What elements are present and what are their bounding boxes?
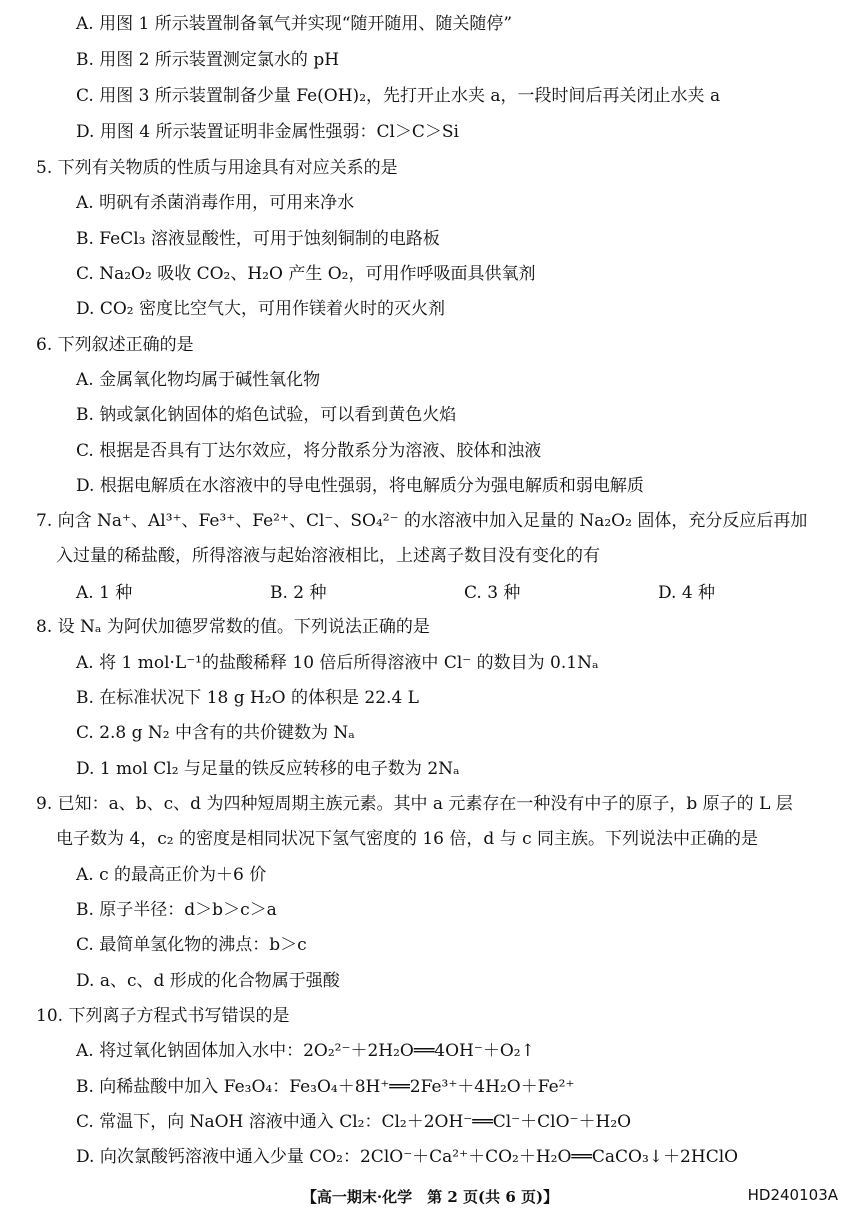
q7-options-row — [76, 578, 796, 604]
q6-stem: 6. 下列叙述正确的是 — [36, 335, 194, 355]
q10-option-d: D. 向次氯酸钙溶液中通入少量 CO₂：2ClO⁻＋Ca²⁺＋CO₂＋H₂O══CaCO₃↓＋2HClO — [76, 1147, 739, 1167]
q9-stem-line1: 9. 已知：a、b、c、d 为四种短周期主族元素。其中 a 元素存在一种没有中子的原子，b 原子的 L 层 — [36, 794, 793, 814]
q5-option-a: A. 明矾有杀菌消毒作用，可用来净水 — [76, 193, 355, 213]
q4-option-b: B. 用图 2 所示装置测定氯水的 pH — [76, 50, 340, 70]
q4-option-a: A. 用图 1 所示装置制备氧气并实现“随开随用、随关随停” — [76, 14, 513, 34]
q9-option-c: C. 最简单氢化物的沸点：b＞c — [76, 935, 307, 955]
q7-stem-line2: 入过量的稀盐酸，所得溶液与起始溶液相比，上述离子数目没有变化的有 — [56, 546, 600, 566]
q8-stem: 8. 设 Nₐ 为阿伏加德罗常数的值。下列说法正确的是 — [36, 617, 430, 637]
q7-stem-line1: 7. 向含 Na⁺、Al³⁺、Fe³⁺、Fe²⁺、Cl⁻、SO₄²⁻ 的水溶液中加入足量的 Na₂O₂ 固体，充分反应后再加 — [36, 511, 808, 531]
q8-option-a: A. 将 1 mol·L⁻¹的盐酸稀释 10 倍后所得溶液中 Cl⁻ 的数目为 0.1Nₐ — [76, 653, 599, 673]
q6-option-b: B. 钠或氯化钠固体的焰色试验，可以看到黄色火焰 — [76, 405, 457, 425]
q5-option-d: D. CO₂ 密度比空气大，可用作镁着火时的灭火剂 — [76, 299, 445, 319]
q8-option-b: B. 在标准状况下 18 g H₂O 的体积是 22.4 L — [76, 688, 419, 708]
q7-option-c: C. 3 种 — [464, 583, 521, 603]
q10-option-c: C. 常温下，向 NaOH 溶液中通入 Cl₂：Cl₂＋2OH⁻══Cl⁻＋ClO⁻＋H₂O — [76, 1112, 632, 1132]
q9-option-a: A. c 的最高正价为＋6 价 — [76, 865, 267, 885]
q6-option-c: C. 根据是否具有丁达尔效应，将分散系分为溶液、胶体和浊液 — [76, 441, 542, 461]
q6-option-d: D. 根据电解质在水溶液中的导电性强弱，将电解质分为强电解质和弱电解质 — [76, 476, 644, 496]
q5-stem: 5. 下列有关物质的性质与用途具有对应关系的是 — [36, 158, 398, 178]
q10-option-a: A. 将过氧化钠固体加入水中：2O₂²⁻＋2H₂O══4OH⁻＋O₂↑ — [76, 1041, 535, 1061]
q10-option-b: B. 向稀盐酸中加入 Fe₃O₄：Fe₃O₄＋8H⁺══2Fe³⁺＋4H₂O＋Fe²⁺ — [76, 1077, 575, 1097]
q7-option-b: B. 2 种 — [270, 583, 327, 603]
q5-option-b: B. FeCl₃ 溶液显酸性，可用于蚀刻铜制的电路板 — [76, 229, 440, 249]
q4-option-c: C. 用图 3 所示装置制备少量 Fe(OH)₂，先打开止水夹 a，一段时间后再关闭止水夹 a — [76, 86, 721, 106]
page-footer: 【高一期末·化学 第 2 页(共 6 页)】 — [301, 1188, 559, 1206]
q9-option-d: D. a、c、d 形成的化合物属于强酸 — [76, 971, 340, 991]
q10-stem: 10. 下列离子方程式书写错误的是 — [36, 1006, 290, 1026]
q6-option-a: A. 金属氧化物均属于碱性氧化物 — [76, 370, 321, 390]
q9-option-b: B. 原子半径：d＞b＞c＞a — [76, 900, 277, 920]
q5-option-c: C. Na₂O₂ 吸收 CO₂、H₂O 产生 O₂，可用作呼吸面具供氧剂 — [76, 264, 536, 284]
q9-stem-line2: 电子数为 4，c₂ 的密度是相同状况下氢气密度的 16 倍，d 与 c 同主族。下列说法中正确的是 — [56, 829, 759, 849]
q8-option-c: C. 2.8 g N₂ 中含有的共价键数为 Nₐ — [76, 723, 355, 743]
q4-option-d: D. 用图 4 所示装置证明非金属性强弱：Cl＞C＞Si — [76, 122, 459, 142]
q7-option-a: A. 1 种 — [76, 583, 133, 603]
exam-code: HD240103A — [747, 1186, 838, 1204]
q7-option-d: D. 4 种 — [658, 583, 716, 603]
q8-option-d: D. 1 mol Cl₂ 与足量的铁反应转移的电子数为 2Nₐ — [76, 759, 460, 779]
